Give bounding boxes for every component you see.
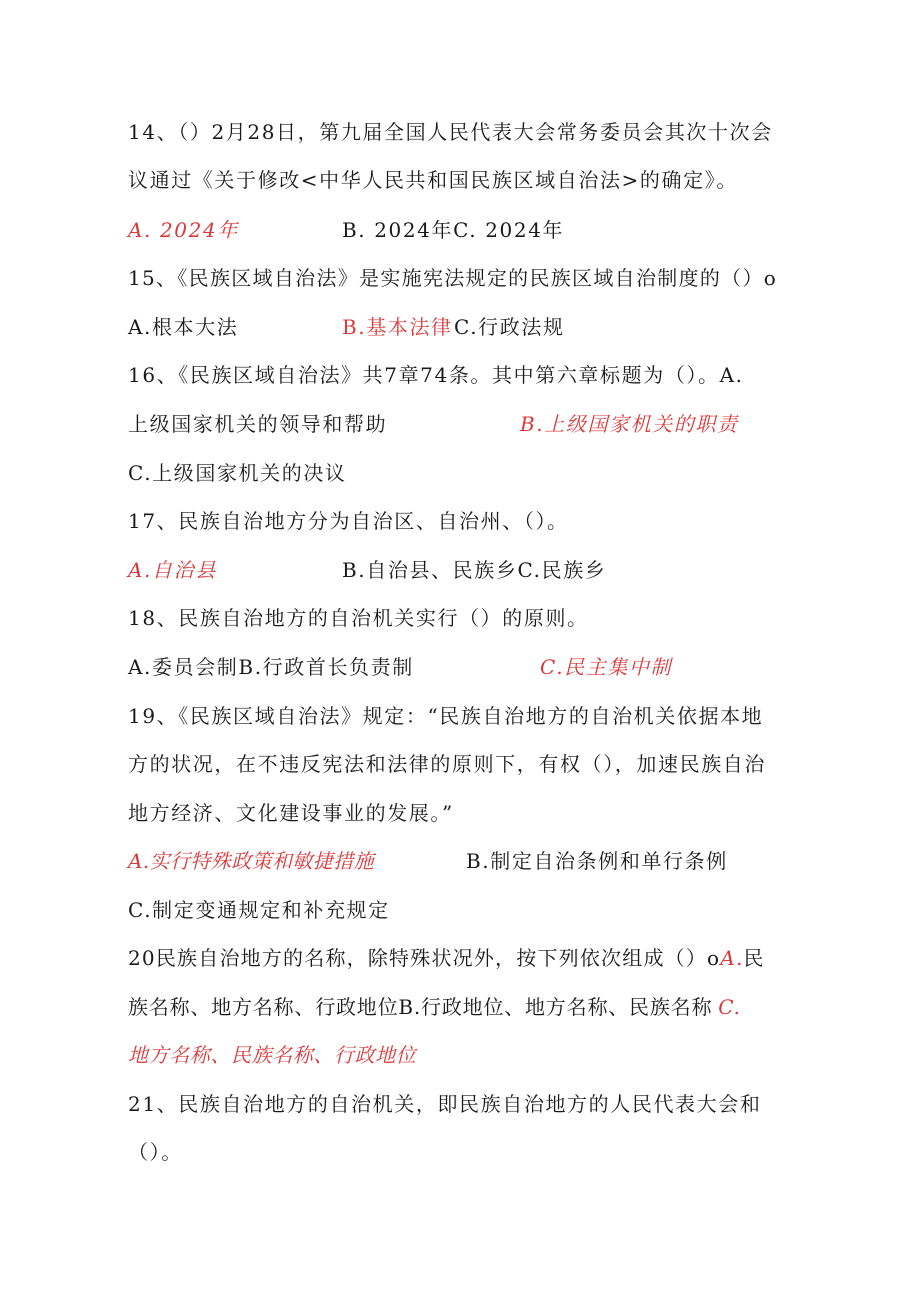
question-17-option-a-answer: A.自治县 <box>128 558 217 582</box>
question-20-option-c-label: C. <box>718 995 741 1019</box>
question-19-option-b: B.制定自治条例和单行条例 <box>466 849 728 873</box>
question-20-option-a-start: 民 <box>743 946 765 970</box>
question-20-option-a-label: A. <box>720 946 744 970</box>
question-19-line-2: 方的状况，在不违反宪法和法律的原则下，有权（），加速民族自治 <box>128 752 766 776</box>
question-15-line-1: 15、《民族区域自治法》是实施宪法规定的民族区域自治制度的（）o <box>128 266 778 290</box>
question-20-line-1 <box>128 944 798 972</box>
question-19-line-3: 地方经济、文化建设事业的发展。” <box>128 801 454 825</box>
question-19-option-a-answer: A.实行特殊政策和敏捷措施 <box>128 849 375 873</box>
question-18-option-a-b: A.委员会制B.行政首长负责制 <box>128 655 414 679</box>
question-20-option-a-b: 族名称、地方名称、行政地位B.行政地位、地方名称、民族名称 <box>128 995 713 1019</box>
question-16-option-c: C.上级国家机关的决议 <box>128 461 347 485</box>
question-18-option-c-answer: C.民主集中制 <box>540 655 673 679</box>
question-15-option-a: A.根本大法 <box>128 315 239 339</box>
question-20-option-c-answer: 地方名称、民族名称、行政地位 <box>128 1043 417 1067</box>
question-16-line-1: 16、《民族区域自治法》共7章74条。其中第六章标题为（）。A. <box>128 363 744 387</box>
question-14-option-b-c: B. 2024年C. 2024年 <box>342 218 565 242</box>
question-15-option-c: C.行政法规 <box>454 315 565 339</box>
question-20-stem: 20民族自治地方的名称，除特殊状况外，按下列依次组成（）o <box>128 946 721 970</box>
question-18-line-1: 18、民族自治地方的自治机关实行（）的原则。 <box>128 606 589 630</box>
question-21-line-1: 21、民族自治地方的自治机关，即民族自治地方的人民代表大会和 <box>128 1092 762 1116</box>
question-14-option-a-answer: A. 2024年 <box>128 218 239 242</box>
question-14-line-1: 14、（）2月28日，第九届全国人民代表大会常务委员会其次十次会 <box>128 120 773 144</box>
question-21-line-2: （）。 <box>128 1140 183 1164</box>
question-17-option-b-c: B.自治县、民族乡C.民族乡 <box>342 558 607 582</box>
question-19-line-1: 19、《民族区域自治法》规定：“民族自治地方的自治机关依据本地 <box>128 704 764 728</box>
question-17-line-1: 17、民族自治地方分为自治区、自治州、（）。 <box>128 509 569 533</box>
question-16-option-a-text: 上级国家机关的领导和帮助 <box>128 412 388 436</box>
question-15-option-b-answer: B.基本法律 <box>342 315 453 339</box>
question-14-line-2: 议通过《关于修改<中华人民共和国民族区域自治法>的确定》。 <box>128 168 738 192</box>
question-20-line-2 <box>128 993 798 1021</box>
question-19-option-c: C.制定变通规定和补充规定 <box>128 898 390 922</box>
question-16-option-b-answer: B.上级国家机关的职责 <box>520 412 739 436</box>
